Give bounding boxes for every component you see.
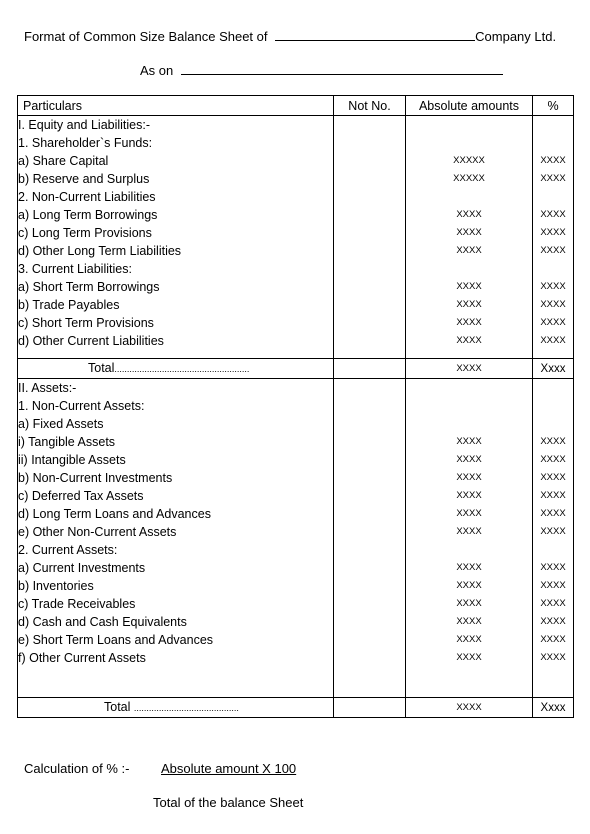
- row-particular: b) Non-Current Investments: [18, 469, 334, 487]
- row-percent: XXXX: [533, 332, 574, 350]
- row-note-no: [334, 379, 406, 398]
- row-amount: XXXX: [406, 631, 533, 649]
- table-row: [18, 134, 574, 152]
- row-particular: d) Cash and Cash Equivalents: [18, 613, 334, 631]
- calculation-denominator: Total of the balance Sheet: [153, 795, 304, 810]
- row-amount: XXXX: [406, 595, 533, 613]
- table-row: [18, 296, 574, 314]
- row-note-no: [334, 224, 406, 242]
- table-row: [18, 631, 574, 649]
- row-percent: XXXX: [533, 487, 574, 505]
- table-row: [18, 116, 574, 135]
- row-note-no: [334, 397, 406, 415]
- row-amount: [406, 134, 533, 152]
- row-amount: XXXX: [406, 242, 533, 260]
- row-note-no: [334, 314, 406, 332]
- row-amount: [406, 260, 533, 278]
- table-row: [18, 523, 574, 541]
- col-absolute-amounts: Absolute amounts: [406, 96, 533, 116]
- row-note-no: [334, 152, 406, 170]
- calculation-label: Calculation of % :-: [24, 761, 130, 776]
- row-note-no: [334, 433, 406, 451]
- row-particular: a) Current Investments: [18, 559, 334, 577]
- row-particular: c) Short Term Provisions: [18, 314, 334, 332]
- row-particular: f) Other Current Assets: [18, 649, 334, 667]
- row-particular: b) Inventories: [18, 577, 334, 595]
- row-particular: c) Trade Receivables: [18, 595, 334, 613]
- table-row: [18, 559, 574, 577]
- table-row: [18, 170, 574, 188]
- row-particular: a) Share Capital: [18, 152, 334, 170]
- spacer-row: [18, 350, 574, 359]
- table-row: [18, 224, 574, 242]
- row-amount: XXXX: [406, 523, 533, 541]
- total-assets-label: Total ..........................................: [18, 698, 334, 718]
- row-percent: XXXX: [533, 278, 574, 296]
- row-note-no: [334, 505, 406, 523]
- table-row: [18, 595, 574, 613]
- row-amount: [406, 415, 533, 433]
- row-particular: 2. Current Assets:: [18, 541, 334, 559]
- title-prefix: Format of Common Size Balance Sheet of: [24, 29, 268, 44]
- row-note-no: [334, 451, 406, 469]
- table-row: [18, 379, 574, 398]
- assets-section: [18, 379, 574, 668]
- row-note-no: [334, 541, 406, 559]
- row-percent: [533, 116, 574, 135]
- row-note-no: [334, 134, 406, 152]
- row-percent: XXXX: [533, 595, 574, 613]
- total-assets-dots: ..........................................: [133, 703, 239, 713]
- row-note-no: [334, 595, 406, 613]
- row-note-no: [334, 188, 406, 206]
- row-particular: e) Short Term Loans and Advances: [18, 631, 334, 649]
- total-assets-amount: XXXX: [406, 698, 533, 718]
- row-percent: XXXX: [533, 451, 574, 469]
- total-assets-pct: Xxxx: [533, 698, 574, 718]
- calculation-numerator: Absolute amount X 100: [161, 761, 297, 776]
- table-row: [18, 278, 574, 296]
- row-particular: d) Other Current Liabilities: [18, 332, 334, 350]
- row-particular: ii) Intangible Assets: [18, 451, 334, 469]
- table-row: [18, 188, 574, 206]
- table-row: [18, 649, 574, 667]
- row-percent: XXXX: [533, 242, 574, 260]
- row-particular: a) Short Term Borrowings: [18, 278, 334, 296]
- row-particular: 2. Non-Current Liabilities: [18, 188, 334, 206]
- row-note-no: [334, 631, 406, 649]
- row-note-no: [334, 206, 406, 224]
- table-row: [18, 487, 574, 505]
- row-particular: d) Long Term Loans and Advances: [18, 505, 334, 523]
- row-amount: XXXX: [406, 206, 533, 224]
- row-note-no: [334, 170, 406, 188]
- liabilities-section: [18, 116, 574, 351]
- col-percent: %: [533, 96, 574, 116]
- table-row: [18, 433, 574, 451]
- table-row: [18, 397, 574, 415]
- row-amount: XXXX: [406, 559, 533, 577]
- row-percent: XXXX: [533, 649, 574, 667]
- row-percent: XXXX: [533, 206, 574, 224]
- row-percent: XXXX: [533, 631, 574, 649]
- row-note-no: [334, 649, 406, 667]
- table-row: [18, 613, 574, 631]
- row-particular: c) Long Term Provisions: [18, 224, 334, 242]
- table-row: [18, 314, 574, 332]
- table-row: [18, 469, 574, 487]
- row-amount: XXXX: [406, 469, 533, 487]
- row-amount: XXXX: [406, 505, 533, 523]
- row-note-no: [334, 242, 406, 260]
- row-note-no: [334, 469, 406, 487]
- date-blank: [181, 64, 503, 75]
- total-assets-row: [18, 698, 574, 718]
- row-percent: [533, 134, 574, 152]
- row-percent: XXXX: [533, 296, 574, 314]
- row-amount: [406, 397, 533, 415]
- row-particular: 1. Shareholder`s Funds:: [18, 134, 334, 152]
- total-liabilities-pct: Xxxx: [533, 359, 574, 379]
- row-note-no: [334, 487, 406, 505]
- row-particular: 3. Current Liabilities:: [18, 260, 334, 278]
- row-particular: 1. Non-Current Assets:: [18, 397, 334, 415]
- total-liabilities-amount: XXXX: [406, 359, 533, 379]
- total-liabilities-dots: ......................................................: [114, 364, 250, 374]
- row-note-no: [334, 613, 406, 631]
- row-note-no: [334, 415, 406, 433]
- row-note-no: [334, 577, 406, 595]
- row-percent: [533, 260, 574, 278]
- row-percent: [533, 188, 574, 206]
- total-liabilities-row: [18, 359, 574, 379]
- row-note-no: [334, 332, 406, 350]
- row-particular: a) Long Term Borrowings: [18, 206, 334, 224]
- row-particular: II. Assets:-: [18, 379, 334, 398]
- row-particular: d) Other Long Term Liabilities: [18, 242, 334, 260]
- document-title: [24, 29, 556, 44]
- row-note-no: [334, 296, 406, 314]
- row-amount: XXXX: [406, 613, 533, 631]
- row-particular: e) Other Non-Current Assets: [18, 523, 334, 541]
- table-header-row: [18, 96, 574, 116]
- row-amount: XXXX: [406, 278, 533, 296]
- row-amount: XXXXX: [406, 170, 533, 188]
- title-suffix: Company Ltd.: [475, 29, 557, 44]
- row-amount: [406, 188, 533, 206]
- row-particular: a) Fixed Assets: [18, 415, 334, 433]
- row-percent: XXXX: [533, 469, 574, 487]
- row-particular: b) Trade Payables: [18, 296, 334, 314]
- row-amount: XXXXX: [406, 152, 533, 170]
- row-percent: XXXX: [533, 613, 574, 631]
- balance-sheet-table: [17, 95, 574, 718]
- table-row: [18, 332, 574, 350]
- row-percent: [533, 397, 574, 415]
- table-row: [18, 260, 574, 278]
- row-amount: XXXX: [406, 451, 533, 469]
- row-percent: XXXX: [533, 224, 574, 242]
- row-percent: XXXX: [533, 170, 574, 188]
- row-percent: [533, 541, 574, 559]
- row-percent: XXXX: [533, 152, 574, 170]
- row-amount: XXXX: [406, 577, 533, 595]
- table-row: [18, 577, 574, 595]
- row-note-no: [334, 559, 406, 577]
- row-amount: XXXX: [406, 433, 533, 451]
- row-percent: [533, 379, 574, 398]
- row-particular: I. Equity and Liabilities:-: [18, 116, 334, 135]
- col-particulars: Particulars: [18, 96, 334, 116]
- row-note-no: [334, 523, 406, 541]
- company-name-blank: [275, 30, 475, 41]
- row-percent: XXXX: [533, 577, 574, 595]
- table-row: [18, 242, 574, 260]
- row-percent: XXXX: [533, 314, 574, 332]
- table-row: [18, 541, 574, 559]
- total-liabilities-label: Total......................................................: [18, 359, 334, 379]
- table-row: [18, 451, 574, 469]
- row-particular: c) Deferred Tax Assets: [18, 487, 334, 505]
- row-percent: XXXX: [533, 523, 574, 541]
- row-amount: [406, 116, 533, 135]
- date-label: As on: [140, 63, 174, 78]
- row-note-no: [334, 278, 406, 296]
- table-row: [18, 415, 574, 433]
- row-amount: XXXX: [406, 224, 533, 242]
- row-particular: b) Reserve and Surplus: [18, 170, 334, 188]
- row-amount: XXXX: [406, 487, 533, 505]
- table-row: [18, 206, 574, 224]
- row-note-no: [334, 116, 406, 135]
- row-amount: [406, 379, 533, 398]
- spacer-row: [18, 667, 574, 698]
- col-note-no: Not No.: [334, 96, 406, 116]
- row-percent: XXXX: [533, 559, 574, 577]
- row-percent: XXXX: [533, 505, 574, 523]
- row-amount: XXXX: [406, 296, 533, 314]
- table-row: [18, 152, 574, 170]
- row-amount: XXXX: [406, 332, 533, 350]
- row-particular: i) Tangible Assets: [18, 433, 334, 451]
- row-percent: [533, 415, 574, 433]
- row-note-no: [334, 260, 406, 278]
- row-amount: XXXX: [406, 314, 533, 332]
- date-line: [140, 63, 503, 78]
- row-amount: [406, 541, 533, 559]
- row-percent: XXXX: [533, 433, 574, 451]
- row-amount: XXXX: [406, 649, 533, 667]
- table-row: [18, 505, 574, 523]
